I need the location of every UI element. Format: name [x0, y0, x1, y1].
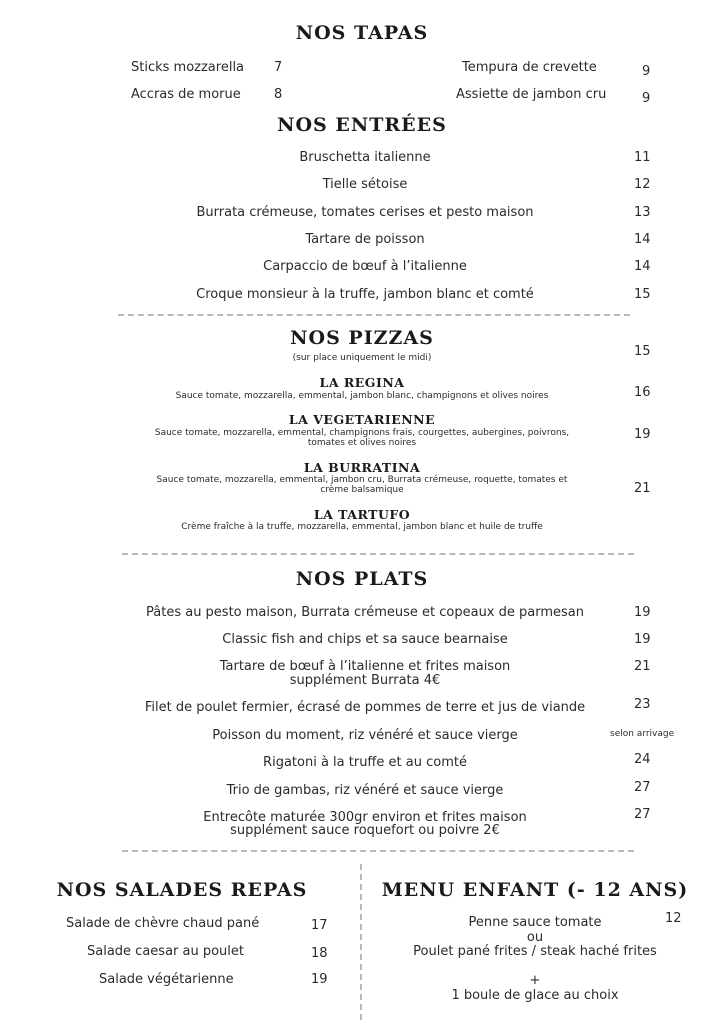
tapas-item-price: 8	[274, 87, 283, 102]
salade-item-price: 17	[311, 918, 328, 933]
salade-item-name: Salade végétarienne	[99, 972, 234, 987]
plat-item-price: 27	[634, 780, 651, 795]
pizza-name: LA REGINA	[319, 375, 405, 390]
enfant-line: 1 boule de glace au choix	[451, 988, 619, 1003]
plat-item-name: Rigatoni à la truffe et au comté	[263, 755, 467, 770]
plat-item-name: Entrecôte maturée 300gr environ et frites maison	[203, 810, 527, 825]
section-divider	[122, 553, 634, 555]
tapas-title: NOS TAPAS	[295, 22, 429, 44]
entree-item-price: 11	[634, 150, 651, 165]
entree-item-name: Tartare de poisson	[305, 232, 425, 247]
plat-item-price: 27	[634, 807, 651, 822]
pizza-price: 19	[634, 427, 651, 442]
pizza-description: Sauce tomate, mozzarella, emmental, champignons frais, courgettes, aubergines, poivrons,	[154, 428, 570, 438]
tapas-item-price: 9	[642, 64, 651, 79]
pizza-name: LA VEGETARIENNE	[288, 412, 436, 427]
plat-item-name: Filet de poulet fermier, écrasé de pommes de terre et jus de viande	[144, 700, 586, 715]
plat-item-price: 24	[634, 752, 651, 767]
plat-item-price: 19	[634, 605, 651, 620]
enfant-line: +	[529, 973, 541, 988]
enfant-line: Penne sauce tomate	[468, 915, 602, 930]
pizza-name: LA TARTUFO	[313, 507, 411, 522]
entree-item-price: 14	[634, 259, 651, 274]
salade-item-name: Salade caesar au poulet	[87, 944, 244, 959]
enfant-price: 12	[665, 911, 682, 926]
enfant-line: ou	[526, 930, 544, 945]
plat-item-name: Tartare de bœuf à l’italienne et frites maison	[219, 659, 511, 674]
plat-item-price: 19	[634, 632, 651, 647]
salade-item-price: 18	[311, 946, 328, 961]
pizzas-title: NOS PIZZAS	[290, 327, 434, 349]
section-divider	[122, 850, 634, 852]
plat-item-price: 23	[634, 697, 651, 712]
pizzas-note: (sur place uniquement le midi)	[292, 353, 432, 363]
pizza-price: 21	[634, 481, 651, 496]
pizza-description: crème balsamique	[320, 485, 404, 495]
plat-item-supplement: supplément Burrata 4€	[289, 673, 441, 688]
entree-item-name: Bruschetta italienne	[299, 150, 431, 165]
plat-item-name: Poisson du moment, riz vénéré et sauce vierge	[212, 728, 518, 743]
entree-item-name: Tielle sétoise	[322, 177, 408, 192]
entree-item-price: 13	[634, 205, 651, 220]
entree-item-name: Croque monsieur à la truffe, jambon blanc et comté	[196, 287, 534, 302]
salades-title: NOS SALADES REPAS	[56, 879, 308, 901]
plat-item-price: 21	[634, 659, 651, 674]
plat-item-supplement: supplément sauce roquefort ou poivre 2€	[230, 823, 500, 838]
entree-item-name: Burrata crémeuse, tomates cerises et pesto maison	[196, 205, 534, 220]
tapas-item-price: 7	[274, 60, 283, 75]
entrees-title: NOS ENTRÉES	[277, 114, 447, 136]
entree-item-price: 14	[634, 232, 651, 247]
plat-item-name: Trio de gambas, riz vénéré et sauce vierge	[226, 783, 504, 798]
tapas-item-name: Assiette de jambon cru	[456, 87, 607, 102]
tapas-item-name: Accras de morue	[131, 87, 241, 102]
plat-item-price: selon arrivage	[610, 729, 675, 739]
plat-item-name: Classic fish and chips et sa sauce bearnaise	[222, 632, 508, 647]
enfant-title: MENU ENFANT (- 12 ANS)	[381, 879, 689, 901]
tapas-item-name: Sticks mozzarella	[131, 60, 245, 75]
entree-item-price: 15	[634, 287, 651, 302]
enfant-line: Poulet pané frites / steak haché frites	[413, 944, 657, 959]
tapas-item-price: 9	[642, 91, 651, 106]
pizza-description: Sauce tomate, mozzarella, emmental, jambon blanc, champignons et olives noires	[175, 391, 549, 401]
pizza-price: 16	[634, 385, 651, 400]
column-divider	[360, 864, 362, 1020]
pizza-name: LA BURRATINA	[303, 460, 421, 475]
pizza-description: Crème fraîche à la truffe, mozzarella, emmental, jambon blanc et huile de truffe	[181, 522, 543, 532]
entree-item-price: 12	[634, 177, 651, 192]
plats-title: NOS PLATS	[295, 568, 429, 590]
pizza-price: 15	[634, 344, 651, 359]
plat-item-name: Pâtes au pesto maison, Burrata crémeuse et copeaux de parmesan	[146, 605, 584, 620]
pizza-description: tomates et olives noires	[307, 438, 417, 448]
salade-item-name: Salade de chèvre chaud pané	[66, 916, 260, 931]
pizza-description: Sauce tomate, mozzarella, emmental, jambon cru, Burrata crémeuse, roquette, tomates et	[156, 475, 568, 485]
tapas-item-name: Tempura de crevette	[462, 60, 597, 75]
entree-item-name: Carpaccio de bœuf à l’italienne	[263, 259, 467, 274]
section-divider	[118, 314, 630, 316]
salade-item-price: 19	[311, 972, 328, 987]
